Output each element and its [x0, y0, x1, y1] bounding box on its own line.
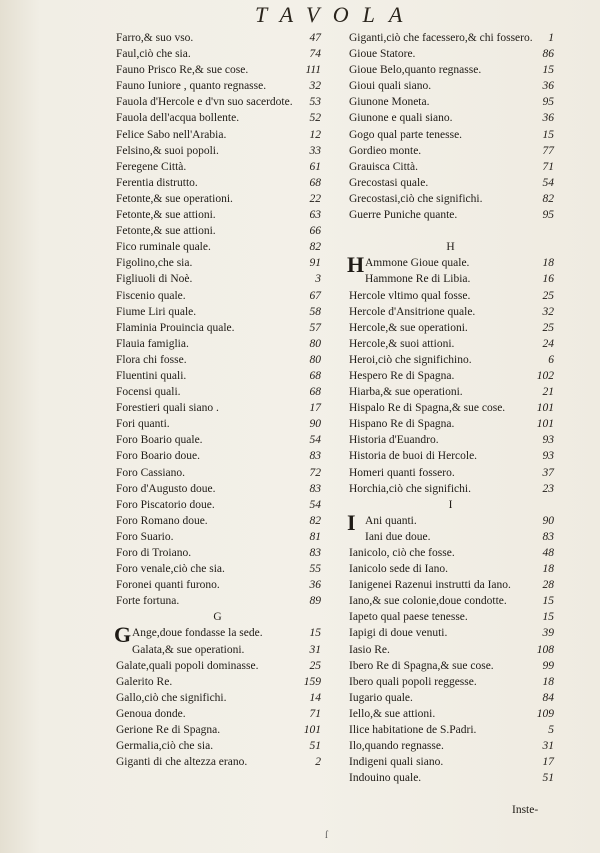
page-number: 101 [303, 724, 321, 737]
entry-text: Fetonte,& sue attioni. [116, 225, 216, 238]
index-row [349, 288, 554, 304]
index-row [349, 207, 554, 223]
page-number: 18 [542, 257, 554, 270]
page-number: 108 [536, 643, 554, 656]
page-number: 18 [542, 563, 554, 576]
page-number: 83 [309, 482, 321, 495]
entry-text: Fori quanti. [116, 418, 170, 431]
entry-text: Horchia,ciò che significhi. [349, 482, 471, 495]
page-number: 101 [536, 402, 554, 415]
page-number: 95 [542, 96, 554, 109]
index-row [349, 465, 554, 481]
index-row [349, 593, 554, 609]
entry-text: Foro Boario doue. [116, 450, 201, 463]
entry-text: Hercole,& sue operationi. [349, 321, 468, 334]
index-row [349, 706, 554, 722]
page-number: 54 [309, 434, 321, 447]
index-row [349, 529, 554, 545]
index-row [116, 545, 321, 561]
index-row [116, 175, 321, 191]
index-row [349, 561, 554, 577]
entry-text: Ianicolo sede di Iano. [349, 563, 448, 576]
entry-text: Guerre Puniche quante. [349, 209, 458, 222]
entry-text: Ani quanti. [365, 514, 417, 527]
page-number: 53 [309, 96, 321, 109]
page-number: 52 [309, 112, 321, 125]
entry-text: Foro venale,ciò che sia. [116, 563, 225, 576]
index-row [347, 509, 554, 535]
entry-text: Germalia,ciò che sia. [116, 740, 214, 753]
index-row [349, 400, 554, 416]
entry-text: Hispalo Re di Spagna,& sue cose. [349, 402, 506, 415]
page-number: 15 [542, 595, 554, 608]
entry-text: Faul,ciò che sia. [116, 48, 191, 61]
entry-text: Iani due doue. [365, 530, 431, 543]
page-number: 6 [548, 353, 554, 366]
page-number: 159 [303, 675, 321, 688]
entry-text: Homeri quanti fossero. [349, 466, 455, 479]
index-row [349, 770, 554, 786]
index-row [349, 448, 554, 464]
entry-text: Grauisca Città. [349, 160, 418, 173]
page-number: 111 [305, 64, 321, 77]
drop-cap: H [347, 252, 365, 278]
entry-text: Ange,doue fondasse la sede. [132, 627, 263, 640]
page-number: 3 [315, 273, 321, 286]
catchword: Inste- [512, 804, 539, 816]
page-number: 15 [542, 64, 554, 77]
entry-text: Foro Romano doue. [116, 514, 208, 527]
right-column [349, 30, 554, 786]
page-number: 93 [542, 434, 554, 447]
page-number: 63 [309, 209, 321, 222]
page-number: 47 [309, 32, 321, 44]
index-row [116, 336, 321, 352]
index-row [349, 110, 554, 126]
entry-text: Gioue Statore. [349, 48, 416, 61]
entry-text: Fauno Iuniore , quanto regnasse. [116, 80, 267, 93]
index-row [116, 738, 321, 754]
entry-text: Indouino quale. [349, 772, 422, 785]
entry-text: Hercole,& suoi attioni. [349, 337, 455, 350]
page-number: 93 [542, 450, 554, 463]
page-number: 95 [542, 209, 554, 222]
page-number: 82 [309, 514, 321, 527]
page-number: 23 [542, 482, 554, 495]
page-number: 66 [309, 225, 321, 238]
index-row [116, 658, 321, 674]
index-row [116, 127, 321, 143]
index-row [349, 481, 554, 497]
index-row [116, 481, 321, 497]
page-number: 48 [542, 547, 554, 559]
index-row [349, 336, 554, 352]
index-row [349, 658, 554, 674]
index-row [349, 690, 554, 706]
page-number: 102 [536, 369, 554, 382]
page-number: 90 [542, 514, 554, 527]
entry-text: Heroi,ciò che significhino. [349, 353, 472, 366]
entry-text: Galerito Re. [116, 675, 173, 688]
entry-text: Hercole d'Ansitrione quale. [349, 305, 476, 318]
entry-text: Ilice habitatione de S.Padri. [349, 724, 477, 737]
index-row [349, 191, 554, 207]
index-row [114, 622, 321, 648]
entry-text: Flaminia Prouincia quale. [116, 321, 235, 334]
entry-text: Historia d'Euandro. [349, 434, 439, 447]
entry-text: Foro d'Augusto doue. [116, 482, 216, 495]
page-number: 83 [309, 450, 321, 463]
page-number: 83 [542, 530, 554, 543]
index-row [116, 239, 321, 255]
page-number: 72 [309, 466, 321, 479]
page-number: 68 [309, 176, 321, 189]
index-row [349, 46, 554, 62]
entry-text: Hispano Re di Spagna. [349, 418, 455, 431]
entry-text: Ammone Gioue quale. [365, 257, 470, 270]
index-row [116, 384, 321, 400]
page-number: 15 [542, 128, 554, 141]
page-number: 81 [309, 530, 321, 543]
page-number: 32 [542, 305, 554, 318]
index-row [116, 465, 321, 481]
entry-text: Ferentia distrutto. [116, 176, 198, 189]
entry-text: Foronei quanti furono. [116, 579, 220, 592]
page-number: 86 [542, 48, 554, 61]
page-number: 33 [309, 144, 321, 157]
page-number: 61 [309, 160, 321, 173]
index-row [116, 674, 321, 690]
entry-text: Iello,& sue attioni. [349, 707, 436, 720]
index-row [349, 642, 554, 658]
index-row [349, 352, 554, 368]
entry-text: Iugario quale. [349, 691, 413, 704]
page-number: 91 [309, 257, 321, 270]
page-number: 77 [542, 144, 554, 157]
page-header: TAVOLA [255, 2, 417, 27]
entry-text: Fauno Prisco Re,& sue cose. [116, 64, 249, 77]
entry-text: Gallo,ciò che significhi. [116, 691, 227, 704]
entry-text: Hespero Re di Spagna. [349, 369, 455, 382]
index-row [116, 722, 321, 738]
index-row [116, 320, 321, 336]
page-number: 67 [309, 289, 321, 302]
index-row [116, 191, 321, 207]
index-row [349, 545, 554, 561]
entry-text: Genoua donde. [116, 707, 186, 720]
entry-text: Ianigenei Razenui instrutti da Iano. [349, 579, 511, 592]
left-column [116, 30, 321, 770]
index-row [116, 400, 321, 416]
index-row [349, 577, 554, 593]
page-number: 51 [309, 740, 321, 753]
entry-text: Ibero quali popoli reggesse. [349, 675, 477, 688]
page-number: 37 [542, 466, 554, 479]
index-row [116, 561, 321, 577]
entry-text: Giganti di che altezza erano. [116, 756, 248, 769]
entry-text: Flauia famiglia. [116, 337, 189, 350]
page-number: 15 [542, 611, 554, 624]
entry-text: Felice Sabo nell'Arabia. [116, 128, 227, 141]
entry-text: Grecostasi,ciò che significhi. [349, 192, 483, 205]
section-letter: H [446, 241, 457, 254]
drop-cap: G [114, 622, 132, 648]
entry-text: Iasio Re. [349, 643, 390, 656]
page-number: 68 [309, 369, 321, 382]
page-number: 71 [309, 707, 321, 720]
page-number: 25 [542, 321, 554, 334]
page-number: 36 [542, 80, 554, 93]
index-row [349, 143, 554, 159]
entry-text: Hercole vltimo qual fosse. [349, 289, 471, 302]
entry-text: Felsino,& suoi popoli. [116, 144, 219, 157]
index-row [116, 304, 321, 320]
index-row [116, 223, 321, 239]
index-row [349, 432, 554, 448]
index-row [116, 110, 321, 126]
entry-text: Giganti,ciò che facessero,& chi fossero. [349, 32, 533, 44]
index-row [349, 62, 554, 78]
entry-text: Foro Boario quale. [116, 434, 203, 447]
index-row [116, 352, 321, 368]
index-row [116, 94, 321, 110]
page-number: 89 [309, 595, 321, 608]
page-number: 15 [309, 627, 321, 640]
drop-cap: I [347, 509, 356, 535]
page-number: 58 [309, 305, 321, 318]
entry-text: Fluentini quali. [116, 369, 187, 382]
page-number: 57 [309, 321, 321, 334]
index-row [349, 223, 554, 239]
index-row [116, 30, 321, 46]
index-row [347, 252, 554, 278]
page-number: 39 [542, 627, 554, 640]
page-number: 17 [542, 756, 554, 769]
index-row [116, 159, 321, 175]
page-number: 36 [542, 112, 554, 125]
index-row [349, 94, 554, 110]
entry-text: Historia de buoi di Hercole. [349, 450, 478, 463]
page-number: 31 [309, 643, 321, 656]
page-number: 31 [542, 740, 554, 753]
index-row [116, 62, 321, 78]
page-number: 84 [542, 691, 554, 704]
entry-text: Iapigi di doue venuti. [349, 627, 448, 640]
index-row [349, 416, 554, 432]
index-row [349, 320, 554, 336]
index-row [116, 368, 321, 384]
page-number: 24 [542, 337, 554, 350]
index-row [116, 497, 321, 513]
page-number: 99 [542, 659, 554, 672]
page-number: 1 [548, 32, 554, 44]
index-row [349, 625, 554, 641]
page-number: 54 [309, 498, 321, 511]
page-number: 82 [542, 192, 554, 205]
page-number: 90 [309, 418, 321, 431]
index-row [349, 754, 554, 770]
entry-text: Forte fortuna. [116, 595, 180, 608]
page-number: 36 [309, 579, 321, 592]
index-row [349, 127, 554, 143]
entry-text: Hammone Re di Libia. [365, 273, 471, 286]
page-number: 54 [542, 176, 554, 189]
entry-text: Giunone e quali siano. [349, 112, 453, 125]
section-letter: I [448, 498, 455, 511]
entry-text: Gerione Re di Spagna. [116, 724, 221, 737]
index-row [349, 304, 554, 320]
index-row [349, 271, 554, 287]
index-row [349, 674, 554, 690]
entry-text: Foro di Troiano. [116, 547, 192, 559]
page-number: 22 [309, 192, 321, 205]
page-number: 83 [309, 547, 321, 559]
index-row [116, 143, 321, 159]
index-row [349, 30, 554, 46]
entry-text: Gogo qual parte tenesse. [349, 128, 463, 141]
entry-text: Foro Piscatorio doue. [116, 498, 215, 511]
entry-text: Galata,& sue operationi. [132, 643, 245, 656]
index-row [349, 368, 554, 384]
entry-text: Fiscenio quale. [116, 289, 186, 302]
entry-text: Focensi quali. [116, 386, 181, 399]
index-row [116, 78, 321, 94]
index-row [116, 513, 321, 529]
page-number: 68 [309, 386, 321, 399]
page-number: 16 [542, 273, 554, 286]
index-row [349, 609, 554, 625]
page-number: 101 [536, 418, 554, 431]
index-row [116, 577, 321, 593]
page-number: 82 [309, 241, 321, 254]
page-number: 21 [542, 386, 554, 399]
page-number: 25 [542, 289, 554, 302]
entry-text: Iano,& sue colonie,doue condotte. [349, 595, 507, 608]
entry-text: Figolino,che sia. [116, 257, 193, 270]
index-row [349, 159, 554, 175]
page-number: 5 [548, 724, 554, 737]
index-row [116, 271, 321, 287]
entry-text: Fetonte,& sue operationi. [116, 192, 233, 205]
page-number: 51 [542, 772, 554, 785]
entry-text: Galate,quali popoli dominasse. [116, 659, 259, 672]
entry-text: Grecostasi quale. [349, 176, 429, 189]
entry-text: Feregene Città. [116, 160, 187, 173]
index-row [116, 432, 321, 448]
entry-text: Indigeni quali siano. [349, 756, 444, 769]
entry-text: Iapeto qual paese tenesse. [349, 611, 468, 624]
index-row [116, 416, 321, 432]
page-number: 32 [309, 80, 321, 93]
entry-text: Fauola dell'acqua bollente. [116, 112, 240, 125]
page-number: 55 [309, 563, 321, 576]
entry-text: Flora chi fosse. [116, 353, 187, 366]
page-number: 18 [542, 675, 554, 688]
entry-text: Farro,& suo vso. [116, 32, 194, 44]
index-row [116, 642, 321, 658]
entry-text: Ibero Re di Spagna,& sue cose. [349, 659, 494, 672]
entry-text: Ianicolo, ciò che fosse. [349, 547, 455, 559]
page-number: 12 [309, 128, 321, 141]
entry-text: Giunone Moneta. [349, 96, 430, 109]
page-number: 74 [309, 48, 321, 61]
entry-text: Gioui quali siano. [349, 80, 432, 93]
index-row [116, 46, 321, 62]
entry-text: Fiume Liri quale. [116, 305, 197, 318]
entry-text: Ilo,quando regnasse. [349, 740, 444, 753]
page-number: 109 [536, 707, 554, 720]
page-mark: ſ [325, 830, 328, 841]
entry-text: Foro Cassiano. [116, 466, 185, 479]
entry-text: Hiarba,& sue operationi. [349, 386, 463, 399]
entry-text: Fetonte,& sue attioni. [116, 209, 216, 222]
index-row [116, 448, 321, 464]
index-row [116, 288, 321, 304]
entry-text: Foro Suario. [116, 530, 174, 543]
page-number: 2 [315, 756, 321, 769]
index-row [116, 207, 321, 223]
page-number: 17 [309, 402, 321, 415]
entry-text: Fauola d'Hercole e d'vn suo sacerdote. [116, 96, 293, 109]
entry-text: Fico ruminale quale. [116, 241, 211, 254]
index-row [116, 706, 321, 722]
page-number: 80 [309, 337, 321, 350]
index-row [116, 529, 321, 545]
page-number: 71 [542, 160, 554, 173]
index-row [349, 384, 554, 400]
entry-text: Gioue Belo,quanto regnasse. [349, 64, 482, 77]
entry-text: Gordieo monte. [349, 144, 422, 157]
index-row [349, 738, 554, 754]
index-row [116, 593, 321, 609]
page-number: 14 [309, 691, 321, 704]
index-row [349, 175, 554, 191]
index-row [116, 690, 321, 706]
page-number: 80 [309, 353, 321, 366]
index-row [349, 722, 554, 738]
page-number: 28 [542, 579, 554, 592]
section-letter: G [213, 611, 224, 624]
index-row [349, 78, 554, 94]
index-row [116, 255, 321, 271]
entry-text: Figliuoli di Noè. [116, 273, 193, 286]
index-row [116, 754, 321, 770]
page-number: 25 [309, 659, 321, 672]
entry-text: Forestieri quali siano . [116, 402, 219, 415]
